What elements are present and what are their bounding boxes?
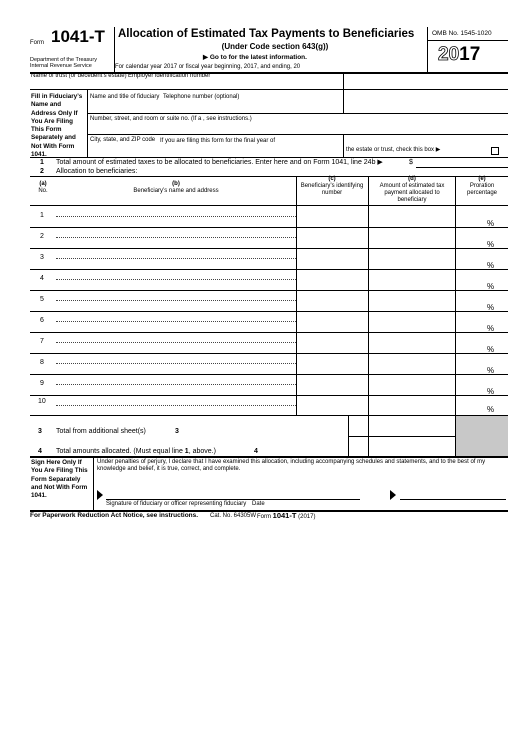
- beneficiary-address-field[interactable]: [56, 300, 296, 310]
- perjury-statement: Under penalties of perjury, I declare that I have examined this allocation, including accompanying schedules and statements, and to the best of my knowledge and belief, it is true, correct, and complete.: [97, 459, 486, 472]
- beneficiary-name-field[interactable]: [56, 374, 296, 384]
- row-number: 1: [40, 212, 44, 219]
- beneficiary-name-field[interactable]: [56, 311, 296, 321]
- irs-label: Internal Revenue Service: [30, 63, 92, 69]
- line4-number: 4: [38, 448, 42, 455]
- line3-text: Total from additional sheet(s): [56, 428, 146, 435]
- line2-text: Allocation to beneficiaries:: [56, 168, 138, 175]
- sign-here-label: Sign Here Only If You Are Filing This Form Separately and Not With Form 1041.: [31, 459, 88, 500]
- line4-text-a: Total amounts allocated. (Must equal line: [56, 448, 185, 455]
- col-a-header: [30, 181, 56, 195]
- col-e-letter: (e): [478, 176, 486, 182]
- fiduciary-block-label: Fill in Fiduciary’s Name and Address Only If You Are Filing This Form Separately and Not With Form 1041.: [31, 93, 83, 159]
- signature-field[interactable]: [106, 485, 360, 500]
- col-c-header: [296, 176, 368, 197]
- amount-field[interactable]: [369, 248, 455, 268]
- identifying-number-field[interactable]: [297, 395, 368, 415]
- beneficiary-name-field[interactable]: [56, 227, 296, 237]
- table-row: [30, 248, 508, 269]
- tax-year-bold: 17: [459, 44, 481, 65]
- beneficiary-name-field[interactable]: [56, 395, 296, 405]
- percent-sign: %: [487, 303, 495, 312]
- table-row: [30, 290, 508, 311]
- table-row: [30, 353, 508, 374]
- amount-field[interactable]: [369, 374, 455, 394]
- percent-sign: %: [487, 240, 495, 249]
- row-number: 5: [40, 296, 44, 303]
- line4-line-ref: 1: [184, 448, 189, 455]
- footer-form: [257, 512, 315, 521]
- row-number: 6: [40, 317, 44, 324]
- identifying-number-field[interactable]: [297, 206, 368, 226]
- date-label: Date: [252, 501, 265, 507]
- beneficiary-name-field[interactable]: [56, 206, 296, 216]
- amount-field[interactable]: [369, 332, 455, 352]
- percent-sign: %: [487, 366, 495, 375]
- footer-form-number: 1041-T: [272, 511, 297, 520]
- telephone-field[interactable]: [344, 90, 508, 114]
- identifying-number-field[interactable]: [297, 269, 368, 289]
- beneficiary-address-field[interactable]: [56, 405, 296, 415]
- line2-number: 2: [40, 168, 44, 175]
- identifying-number-field[interactable]: [297, 311, 368, 331]
- identifying-number-field[interactable]: [297, 290, 368, 310]
- col-b-label: Beneficiary’s name and address: [133, 188, 219, 194]
- amount-field[interactable]: [369, 311, 455, 331]
- table-row: [30, 311, 508, 332]
- telephone-label: Telephone number (optional): [163, 94, 240, 100]
- trust-name-field[interactable]: [30, 80, 343, 89]
- line3-number: 3: [38, 428, 42, 435]
- final-year-checkbox[interactable]: [491, 147, 499, 155]
- paperwork-notice: For Paperwork Reduction Act Notice, see instructions.: [30, 512, 199, 519]
- identifying-number-field[interactable]: [297, 374, 368, 394]
- table-row: [30, 269, 508, 290]
- line3-ref: 3: [175, 428, 179, 435]
- amount-field[interactable]: [369, 353, 455, 373]
- ein-field[interactable]: [344, 73, 508, 90]
- identifying-number-field[interactable]: [297, 332, 368, 352]
- row-number: 8: [40, 359, 44, 366]
- percentage-field[interactable]: [456, 374, 508, 394]
- footer-year: (2017): [296, 514, 316, 520]
- final-year-box-label: the estate or trust, check this box ▶: [346, 147, 441, 153]
- beneficiary-name-field[interactable]: [56, 290, 296, 300]
- table-row: [30, 374, 508, 395]
- percent-sign: %: [487, 261, 495, 270]
- calendar-year-line: For calendar year 2017 or fiscal year beginning, 2017, and ending, 20: [115, 64, 301, 70]
- line3-amount-field[interactable]: [370, 416, 455, 436]
- table-row: [30, 332, 508, 353]
- col-d-letter: (d): [408, 176, 416, 182]
- beneficiary-address-field[interactable]: [56, 279, 296, 289]
- row-number: 2: [40, 233, 44, 240]
- beneficiary-address-field[interactable]: [56, 363, 296, 373]
- beneficiary-address-field[interactable]: [56, 384, 296, 394]
- percentage-field[interactable]: [456, 227, 508, 247]
- beneficiary-address-field[interactable]: [56, 258, 296, 268]
- percent-sign: %: [487, 324, 495, 333]
- table-row: [30, 395, 508, 416]
- amount-field[interactable]: [369, 269, 455, 289]
- city-field[interactable]: [88, 145, 343, 156]
- col-d-header: [369, 176, 455, 204]
- row-number: 9: [40, 380, 44, 387]
- final-year-label: If you are filing this form for the final year of: [160, 138, 276, 144]
- percent-sign: %: [487, 387, 495, 396]
- cat-number: Cat. No. 64305W: [210, 513, 257, 519]
- identifying-number-field[interactable]: [297, 353, 368, 373]
- line1-number: 1: [40, 159, 44, 166]
- col-c-letter: (c): [328, 176, 336, 182]
- col-b-letter: (b): [172, 181, 180, 187]
- col-b-header: [56, 181, 296, 195]
- col-e-header: [456, 176, 508, 197]
- tax-year-outline: 20: [438, 44, 460, 65]
- trust-name-label: Name of trust (or decedent’s estate): [31, 73, 127, 79]
- percent-sign: %: [487, 405, 495, 414]
- identifying-number-field[interactable]: [297, 227, 368, 247]
- form-word: Form: [30, 40, 44, 46]
- line4-text-c: , above.): [188, 448, 216, 455]
- street-field[interactable]: [88, 122, 508, 134]
- beneficiary-name-field[interactable]: [56, 332, 296, 342]
- percentage-field[interactable]: [456, 290, 508, 310]
- beneficiary-address-field[interactable]: [56, 237, 296, 247]
- signature-label: Signature of fiduciary or officer representing fiduciary: [106, 501, 247, 507]
- date-arrow-icon: [390, 490, 396, 500]
- col-d-label: Amount of estimated tax payment allocated to beneficiary: [379, 183, 445, 203]
- percentage-field[interactable]: [456, 269, 508, 289]
- omb-number: OMB No. 1545-1020: [432, 30, 492, 37]
- goto-line: ▶ Go to for the latest information.: [203, 54, 307, 61]
- form-number: 1041-T: [51, 27, 105, 46]
- row-number: 7: [40, 338, 44, 345]
- tax-year: [438, 45, 480, 65]
- percent-sign: %: [487, 282, 495, 291]
- col-a-label: No.: [38, 188, 48, 194]
- amount-field[interactable]: [369, 395, 455, 415]
- row-number: 4: [40, 275, 44, 282]
- line1-amount-field[interactable]: [416, 158, 508, 168]
- line3-4-shaded-area: [456, 416, 508, 457]
- amount-field[interactable]: [369, 227, 455, 247]
- identifying-number-field[interactable]: [297, 248, 368, 268]
- percentage-field[interactable]: [456, 395, 508, 415]
- beneficiary-name-field[interactable]: [56, 269, 296, 279]
- date-field[interactable]: [400, 485, 506, 500]
- amount-field[interactable]: [369, 206, 455, 226]
- form-subtitle: (Under Code section 643(g)): [221, 42, 329, 51]
- beneficiary-name-field[interactable]: [56, 353, 296, 363]
- line1-text: Total amount of estimated taxes to be allocated to beneficiaries. Enter here and on Form 1041, line 24b ▶: [56, 159, 383, 166]
- ein-label: Employer identification number: [128, 73, 211, 79]
- col-a-letter: (a): [39, 181, 47, 187]
- city-label: City, state, and ZIP code: [90, 137, 156, 143]
- beneficiary-address-field[interactable]: [56, 342, 296, 352]
- fiduciary-name-field[interactable]: [88, 101, 343, 113]
- percentage-field[interactable]: [456, 353, 508, 373]
- percentage-field[interactable]: [456, 206, 508, 226]
- beneficiary-address-field[interactable]: [56, 321, 296, 331]
- line4-text: [56, 448, 216, 456]
- beneficiary-address-field[interactable]: [56, 216, 296, 226]
- amount-field[interactable]: [369, 290, 455, 310]
- form-title: Allocation of Estimated Tax Payments to Beneficiaries: [118, 28, 415, 40]
- row-number: 3: [40, 254, 44, 261]
- percent-sign: %: [487, 345, 495, 354]
- row-number: 10: [38, 398, 46, 405]
- line4-amount-field[interactable]: [370, 437, 455, 456]
- col-e-label: Proration percentage: [466, 183, 498, 196]
- col-c-label: Beneficiary’s identifying number: [300, 183, 364, 196]
- percent-sign: %: [487, 219, 495, 228]
- percentage-field[interactable]: [456, 332, 508, 352]
- table-row: [30, 227, 508, 248]
- footer-form-word: Form: [257, 514, 273, 520]
- fiduciary-name-label: Name and title of fiduciary: [90, 94, 160, 100]
- line4-ref: 4: [254, 448, 258, 455]
- line1-dollar: $: [409, 159, 413, 166]
- table-row: [30, 206, 508, 227]
- street-label: Number, street, and room or suite no. (If a , see instructions.): [90, 116, 252, 122]
- dept-treasury: Department of the Treasury: [30, 57, 97, 63]
- sign-arrow-icon: [97, 490, 103, 500]
- percentage-field[interactable]: [456, 311, 508, 331]
- percentage-field[interactable]: [456, 248, 508, 268]
- beneficiary-name-field[interactable]: [56, 248, 296, 258]
